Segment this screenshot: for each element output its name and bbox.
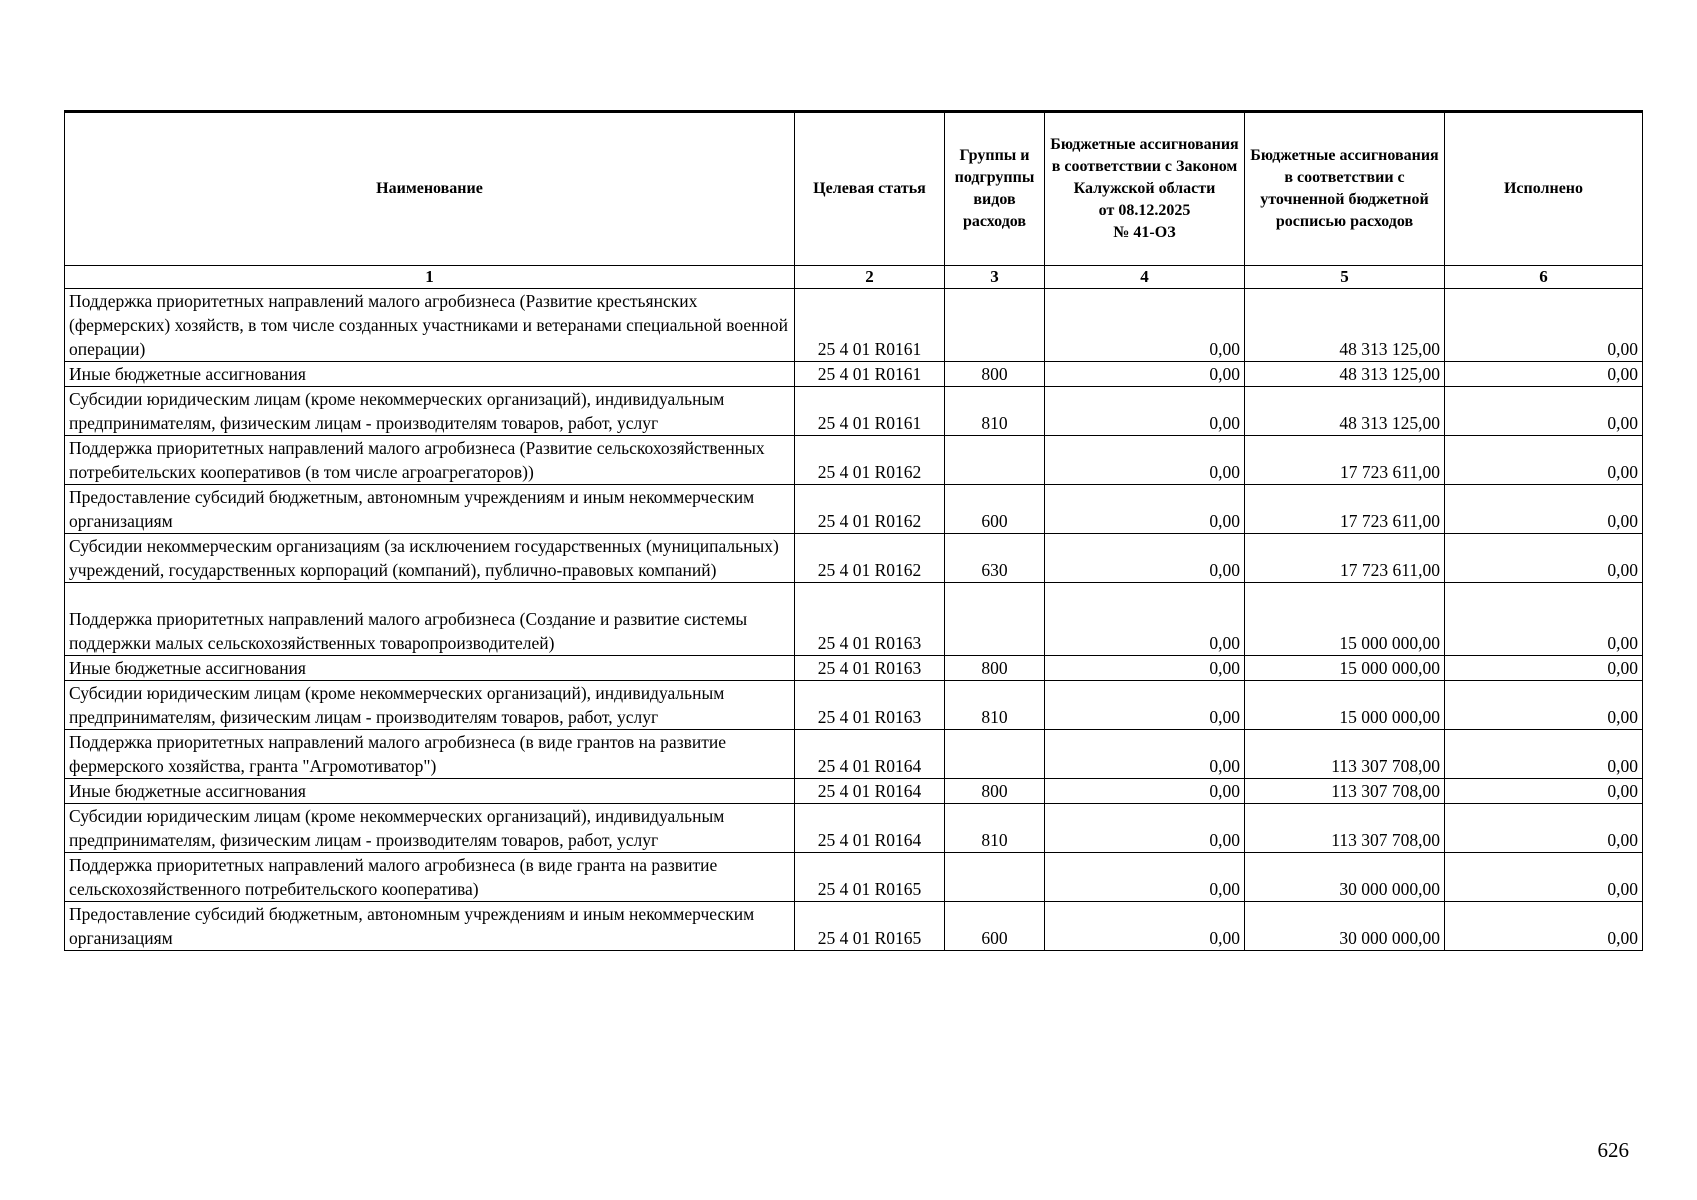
row-name: Субсидии юридическим лицам (кроме некоммерческих организаций), индивидуальным предпринимателям, физическим лицам - производителям товаров, работ, услуг <box>65 387 795 436</box>
row-law-amount: 0,00 <box>1045 853 1245 902</box>
header-row <box>65 112 1643 266</box>
table-row <box>65 902 1643 951</box>
page-number: 626 <box>1597 1138 1629 1162</box>
row-refined-amount: 113 307 708,00 <box>1245 779 1445 804</box>
row-refined-amount: 113 307 708,00 <box>1245 730 1445 779</box>
column-number: 4 <box>1045 266 1245 289</box>
header-refined-appropriations: Бюджетные ассигнования в соответствии с уточненной бюджетной росписью расходов <box>1245 112 1445 266</box>
table-row <box>65 804 1643 853</box>
table-row <box>65 853 1643 902</box>
table-row <box>65 436 1643 485</box>
row-executed-amount: 0,00 <box>1445 681 1643 730</box>
row-law-amount: 0,00 <box>1045 902 1245 951</box>
column-number: 5 <box>1245 266 1445 289</box>
row-refined-amount: 48 313 125,00 <box>1245 387 1445 436</box>
row-law-amount: 0,00 <box>1045 730 1245 779</box>
row-refined-amount: 113 307 708,00 <box>1245 804 1445 853</box>
row-expense-group <box>945 289 1045 362</box>
row-name: Поддержка приоритетных направлений малого агробизнеса (Развитие крестьянских (фермерских) хозяйств, в том числе созданных участниками и ветеранами специальной военной операции) <box>65 289 795 362</box>
row-target-article: 25 4 01 R0162 <box>795 436 945 485</box>
row-expense-group: 810 <box>945 804 1045 853</box>
row-law-amount: 0,00 <box>1045 804 1245 853</box>
row-target-article: 25 4 01 R0163 <box>795 583 945 656</box>
header-law-title: Бюджетные ассигнования в соответствии с Законом Калужской области <box>1050 136 1239 197</box>
row-name: Субсидии юридическим лицам (кроме некоммерческих организаций), индивидуальным предпринимателям, физическим лицам - производителям товаров, работ, услуг <box>65 804 795 853</box>
table-body <box>65 289 1643 951</box>
row-target-article: 25 4 01 R0161 <box>795 387 945 436</box>
row-law-amount: 0,00 <box>1045 289 1245 362</box>
row-law-amount: 0,00 <box>1045 534 1245 583</box>
row-executed-amount: 0,00 <box>1445 804 1643 853</box>
row-target-article: 25 4 01 R0163 <box>795 656 945 681</box>
row-refined-amount: 15 000 000,00 <box>1245 583 1445 656</box>
table-row <box>65 730 1643 779</box>
row-executed-amount: 0,00 <box>1445 387 1643 436</box>
row-expense-group <box>945 730 1045 779</box>
table-header <box>65 112 1643 289</box>
row-executed-amount: 0,00 <box>1445 289 1643 362</box>
row-target-article: 25 4 01 R0163 <box>795 681 945 730</box>
row-executed-amount: 0,00 <box>1445 362 1643 387</box>
header-law-date: от 08.12.2025 <box>1098 202 1191 219</box>
column-number: 2 <box>795 266 945 289</box>
header-law-appropriations <box>1045 112 1245 266</box>
row-name: Предоставление субсидий бюджетным, автономным учреждениям и иным некоммерческим организациям <box>65 485 795 534</box>
row-refined-amount: 17 723 611,00 <box>1245 436 1445 485</box>
row-expense-group: 810 <box>945 681 1045 730</box>
row-expense-group: 800 <box>945 362 1045 387</box>
row-law-amount: 0,00 <box>1045 681 1245 730</box>
table-row <box>65 583 1643 656</box>
header-expense-groups: Группы и подгруппы видов расходов <box>945 112 1045 266</box>
row-executed-amount: 0,00 <box>1445 436 1643 485</box>
row-expense-group: 810 <box>945 387 1045 436</box>
row-executed-amount: 0,00 <box>1445 902 1643 951</box>
row-expense-group: 800 <box>945 779 1045 804</box>
row-executed-amount: 0,00 <box>1445 853 1643 902</box>
row-target-article: 25 4 01 R0165 <box>795 853 945 902</box>
row-expense-group <box>945 436 1045 485</box>
header-target-article: Целевая статья <box>795 112 945 266</box>
row-expense-group: 800 <box>945 656 1045 681</box>
row-expense-group: 600 <box>945 485 1045 534</box>
row-target-article: 25 4 01 R0164 <box>795 804 945 853</box>
row-executed-amount: 0,00 <box>1445 730 1643 779</box>
row-law-amount: 0,00 <box>1045 485 1245 534</box>
table-row <box>65 681 1643 730</box>
row-law-amount: 0,00 <box>1045 656 1245 681</box>
row-executed-amount: 0,00 <box>1445 534 1643 583</box>
column-number: 1 <box>65 266 795 289</box>
row-law-amount: 0,00 <box>1045 436 1245 485</box>
row-executed-amount: 0,00 <box>1445 656 1643 681</box>
row-expense-group <box>945 583 1045 656</box>
column-number: 6 <box>1445 266 1643 289</box>
row-executed-amount: 0,00 <box>1445 779 1643 804</box>
row-target-article: 25 4 01 R0161 <box>795 362 945 387</box>
header-executed: Исполнено <box>1445 112 1643 266</box>
table-row <box>65 534 1643 583</box>
row-refined-amount: 48 313 125,00 <box>1245 289 1445 362</box>
header-law-number: № 41-ОЗ <box>1113 224 1176 241</box>
row-name: Иные бюджетные ассигнования <box>65 656 795 681</box>
row-refined-amount: 48 313 125,00 <box>1245 362 1445 387</box>
row-expense-group: 630 <box>945 534 1045 583</box>
row-name: Иные бюджетные ассигнования <box>65 362 795 387</box>
row-target-article: 25 4 01 R0165 <box>795 902 945 951</box>
row-name: Поддержка приоритетных направлений малого агробизнеса (Создание и развитие системы поддержки малых сельскохозяйственных товаропроизводителей) <box>65 583 795 656</box>
row-name: Субсидии юридическим лицам (кроме некоммерческих организаций), индивидуальным предпринимателям, физическим лицам - производителям товаров, работ, услуг <box>65 681 795 730</box>
row-refined-amount: 17 723 611,00 <box>1245 485 1445 534</box>
row-name: Поддержка приоритетных направлений малого агробизнеса (в виде грантов на развитие фермерского хозяйства, гранта "Агромотиватор") <box>65 730 795 779</box>
row-target-article: 25 4 01 R0162 <box>795 534 945 583</box>
row-refined-amount: 30 000 000,00 <box>1245 853 1445 902</box>
table-row <box>65 362 1643 387</box>
row-name: Предоставление субсидий бюджетным, автономным учреждениям и иным некоммерческим организациям <box>65 902 795 951</box>
row-name: Иные бюджетные ассигнования <box>65 779 795 804</box>
row-name: Поддержка приоритетных направлений малого агробизнеса (в виде гранта на развитие сельскохозяйственного потребительского кооператива) <box>65 853 795 902</box>
row-executed-amount: 0,00 <box>1445 485 1643 534</box>
column-number-row <box>65 266 1643 289</box>
budget-table <box>64 110 1643 951</box>
table-row <box>65 656 1643 681</box>
row-executed-amount: 0,00 <box>1445 583 1643 656</box>
row-refined-amount: 15 000 000,00 <box>1245 681 1445 730</box>
row-target-article: 25 4 01 R0162 <box>795 485 945 534</box>
row-expense-group: 600 <box>945 902 1045 951</box>
column-number: 3 <box>945 266 1045 289</box>
row-name: Поддержка приоритетных направлений малого агробизнеса (Развитие сельскохозяйственных потребительских кооперативов (в том числе агроагрегаторов)) <box>65 436 795 485</box>
row-law-amount: 0,00 <box>1045 362 1245 387</box>
row-law-amount: 0,00 <box>1045 779 1245 804</box>
row-refined-amount: 30 000 000,00 <box>1245 902 1445 951</box>
row-refined-amount: 17 723 611,00 <box>1245 534 1445 583</box>
row-target-article: 25 4 01 R0164 <box>795 730 945 779</box>
row-name: Субсидии некоммерческим организациям (за исключением государственных (муниципальных) учреждений, государственных корпораций (компаний), публично-правовых компаний) <box>65 534 795 583</box>
table-row <box>65 485 1643 534</box>
table-row <box>65 779 1643 804</box>
row-target-article: 25 4 01 R0164 <box>795 779 945 804</box>
row-law-amount: 0,00 <box>1045 583 1245 656</box>
row-refined-amount: 15 000 000,00 <box>1245 656 1445 681</box>
table-row <box>65 289 1643 362</box>
table-row <box>65 387 1643 436</box>
row-law-amount: 0,00 <box>1045 387 1245 436</box>
row-target-article: 25 4 01 R0161 <box>795 289 945 362</box>
header-name: Наименование <box>65 112 795 266</box>
row-expense-group <box>945 853 1045 902</box>
